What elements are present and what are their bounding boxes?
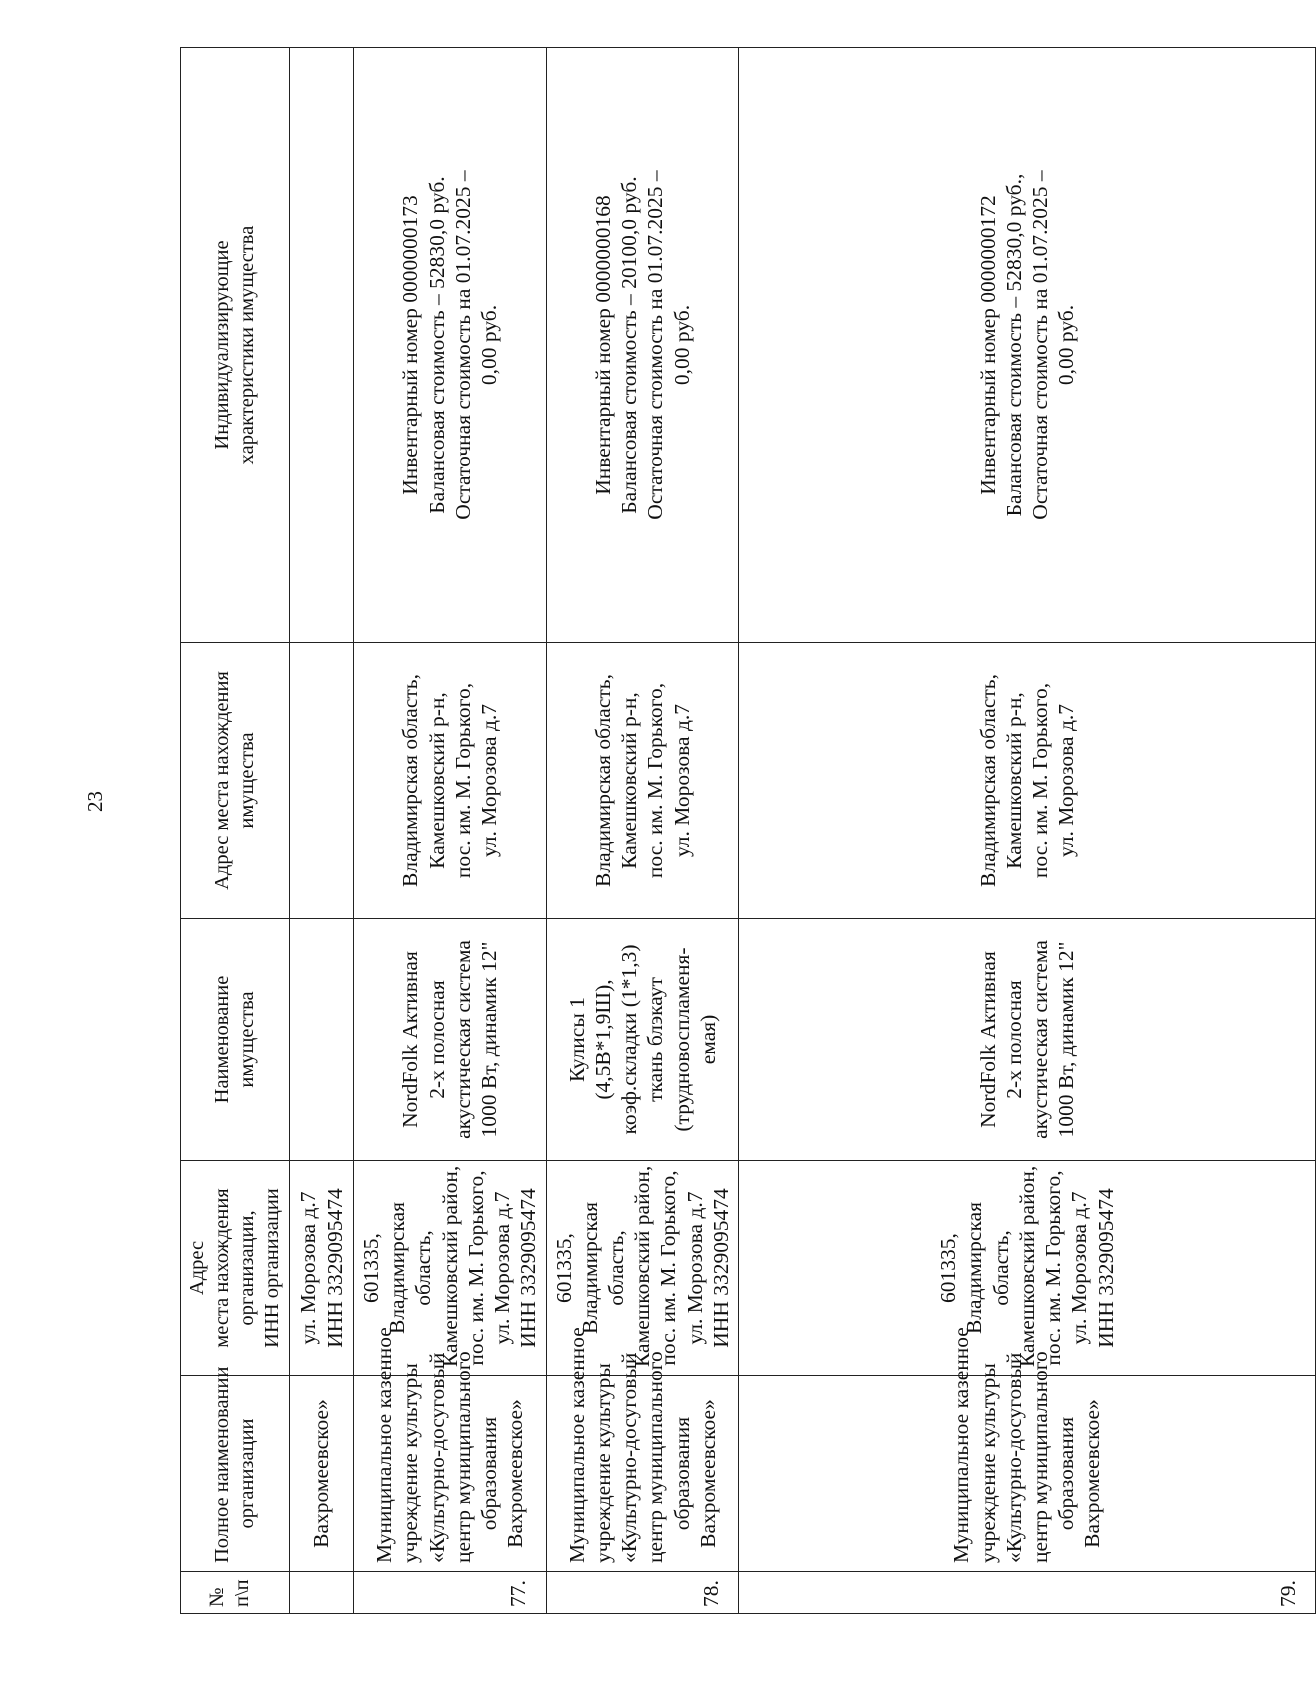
text-line: имущества: [236, 991, 258, 1088]
text-line: образования: [476, 1416, 501, 1531]
cell-org-name: [739, 1327, 1316, 1572]
cell-org-address: [739, 1161, 1316, 1376]
text-line: Владимирская: [962, 1202, 987, 1335]
text-line: емая): [695, 1014, 720, 1065]
text-line: ИНН 3329095474: [1093, 1188, 1118, 1348]
cell-org-name: [354, 1327, 547, 1572]
text-line: Камешковский район,: [1014, 1165, 1039, 1367]
text-line: Камешковский район,: [437, 1165, 462, 1367]
text-line: ул. Морозова д.7: [682, 1191, 707, 1345]
text-line: 0,00 руб.: [1054, 304, 1079, 386]
header-item-address: [181, 643, 290, 919]
text-line: образования: [669, 1416, 694, 1531]
text-line: Владимирская область,: [398, 674, 423, 887]
text-line: ул. Морозова д.7: [1054, 703, 1079, 858]
text-line: Владимирская область,: [975, 674, 1000, 887]
text-line: пос. им. М. Горького,: [450, 682, 475, 879]
text-line: Остаточная стоимость на 01.07.2025 –: [1028, 170, 1053, 520]
cell-num: 78.: [546, 1572, 739, 1614]
text-line: Инвентарный номер 0000000173: [398, 195, 423, 495]
text-line: (трудновоспламеня-: [669, 947, 694, 1132]
text-line: «Культурно-досуговый: [424, 1352, 449, 1563]
text-line: Владимирская: [385, 1202, 410, 1335]
text-line: ИНН 3329095474: [708, 1188, 733, 1348]
text-line: ИНН 3329095474: [322, 1188, 347, 1348]
text-line: учреждение культуры: [398, 1363, 423, 1563]
cell-org-name: [546, 1327, 739, 1572]
text-line: ул. Морозова д.7: [296, 1191, 321, 1345]
text-line: Адрес места нахождения: [211, 671, 233, 890]
text-line: Балансовая стоимость – 20100,0 руб.: [617, 176, 642, 514]
cell-characteristics: [739, 48, 1316, 643]
text-line: Полное наименовании: [211, 1366, 233, 1563]
text-line: 2-х полосная: [1001, 980, 1026, 1099]
header-org-address: [181, 1161, 290, 1376]
text-line: ул. Морозова д.7: [476, 703, 501, 858]
text-line: 601335,: [936, 1233, 961, 1303]
cell-item-address: [354, 643, 547, 919]
header-org-name: [181, 1366, 290, 1572]
page-number: 23: [83, 791, 107, 812]
text-line: ИНН организации: [261, 1188, 283, 1348]
text-line: Муниципальное казенное: [564, 1327, 589, 1563]
text-line: учреждение культуры: [590, 1363, 615, 1563]
text-line: Индивидуализирующие: [211, 240, 233, 450]
text-line: Вахромеевское»: [1080, 1399, 1105, 1548]
property-register-table-wrapper: [180, 48, 1316, 1614]
text-line: NordFolk Активная: [398, 951, 423, 1128]
text-line: Наименование: [211, 975, 233, 1104]
cell-characteristics: [290, 48, 354, 643]
text-line: характеристики имущества: [236, 225, 258, 465]
text-line: акустическая система: [1028, 940, 1053, 1139]
text-line: центр муниципального: [643, 1351, 668, 1563]
text-line: пос. им. М. Горького,: [1041, 1170, 1066, 1366]
text-line: пос. им. М. Горького,: [656, 1170, 681, 1366]
text-line: места нахождения: [211, 1188, 233, 1348]
cell-item-address: [739, 643, 1316, 919]
cell-num: [290, 1572, 354, 1614]
cell-num: 77.: [354, 1572, 547, 1614]
text-line: учреждение культуры: [975, 1363, 1000, 1563]
text-line: Инвентарный номер 0000000172: [975, 195, 1000, 495]
cell-item-address: [290, 643, 354, 919]
cell-item-name: [546, 919, 739, 1161]
text-line: пос. им. М. Горького,: [643, 682, 668, 879]
text-line: Остаточная стоимость на 01.07.2025 –: [643, 170, 668, 520]
table-header-row: [181, 48, 290, 1614]
text-line: область,: [411, 1230, 436, 1306]
text-line: NordFolk Активная: [975, 951, 1000, 1128]
cell-item-name: [739, 919, 1316, 1161]
header-item-name: [181, 919, 290, 1161]
text-line: Камешковский р-н,: [1001, 692, 1026, 869]
text-line: ул. Морозова д.7: [669, 703, 694, 858]
text-line: Владимирская: [577, 1202, 602, 1335]
text-line: Инвентарный номер 0000000168: [590, 195, 615, 495]
table-row: [354, 48, 547, 1614]
text-line: Муниципальное казенное: [949, 1327, 974, 1563]
header-characteristics: [181, 48, 290, 643]
text-line: центр муниципального: [450, 1351, 475, 1563]
text-line: Адрес: [186, 1240, 208, 1296]
text-line: организации: [236, 1418, 258, 1529]
text-line: 1000 Вт, динамик 12": [476, 941, 501, 1138]
table-row: [739, 48, 1316, 1614]
text-line: Владимирская область,: [590, 674, 615, 887]
cell-item-name: [354, 919, 547, 1161]
text-line: Камешковский р-н,: [617, 692, 642, 869]
text-line: организации,: [236, 1210, 258, 1326]
property-register-table: [180, 47, 1316, 1614]
header-num: [181, 1572, 290, 1614]
text-line: «Культурно-досуговый: [1001, 1352, 1026, 1563]
cell-characteristics: [546, 48, 739, 643]
text-line: ул. Морозова д.7: [1067, 1191, 1092, 1345]
text-line: область,: [988, 1230, 1013, 1306]
text-line: Камешковский район,: [630, 1165, 655, 1367]
text-line: Муниципальное казенное: [372, 1327, 397, 1563]
text-line: Балансовая стоимость – 52830,0 руб.,: [1001, 173, 1026, 517]
text-line: акустическая система: [450, 940, 475, 1139]
table-row: [546, 48, 739, 1614]
cell-item-address: [546, 643, 739, 919]
text-line: образования: [1054, 1416, 1079, 1531]
text-line: коэф.складки (1*1,3): [617, 944, 642, 1135]
text-line: ул. Морозова д.7: [490, 1191, 515, 1345]
text-line: п\п: [231, 1579, 253, 1607]
text-line: 0,00 руб.: [476, 304, 501, 386]
cell-org-address: [290, 1161, 354, 1376]
text-line: ИНН 3329095474: [516, 1188, 541, 1348]
cell-org-name: [290, 1376, 354, 1572]
text-line: Балансовая стоимость – 52830,0 руб.: [424, 176, 449, 514]
text-line: имущества: [236, 732, 258, 829]
text-line: Вахромеевское»: [309, 1399, 334, 1548]
text-line: №: [206, 1587, 228, 1607]
text-line: Вахромеевское»: [695, 1399, 720, 1548]
text-line: ткань блэкаут: [643, 977, 668, 1102]
text-line: центр муниципального: [1028, 1351, 1053, 1563]
cell-characteristics: [354, 48, 547, 643]
text-line: 2-х полосная: [424, 980, 449, 1099]
text-line: пос. им. М. Горького,: [1028, 682, 1053, 879]
text-line: Остаточная стоимость на 01.07.2025 –: [450, 170, 475, 520]
text-line: 0,00 руб.: [669, 304, 694, 386]
text-line: 601335,: [359, 1233, 383, 1303]
text-line: (4,5В*1,9Ш),: [590, 979, 615, 1100]
text-line: Вахромеевское»: [503, 1399, 528, 1548]
text-line: пос. им. М. Горького,: [463, 1170, 488, 1366]
text-line: Кулисы 1: [564, 997, 589, 1082]
table-row-continuation: [290, 48, 354, 1614]
text-line: Камешковский р-н,: [424, 692, 449, 869]
cell-item-name: [290, 919, 354, 1161]
cell-num: 79.: [739, 1572, 1316, 1614]
text-line: 1000 Вт, динамик 12": [1054, 941, 1079, 1138]
text-line: область,: [603, 1230, 628, 1306]
text-line: «Культурно-досуговый: [617, 1352, 642, 1563]
text-line: 601335,: [551, 1233, 576, 1303]
